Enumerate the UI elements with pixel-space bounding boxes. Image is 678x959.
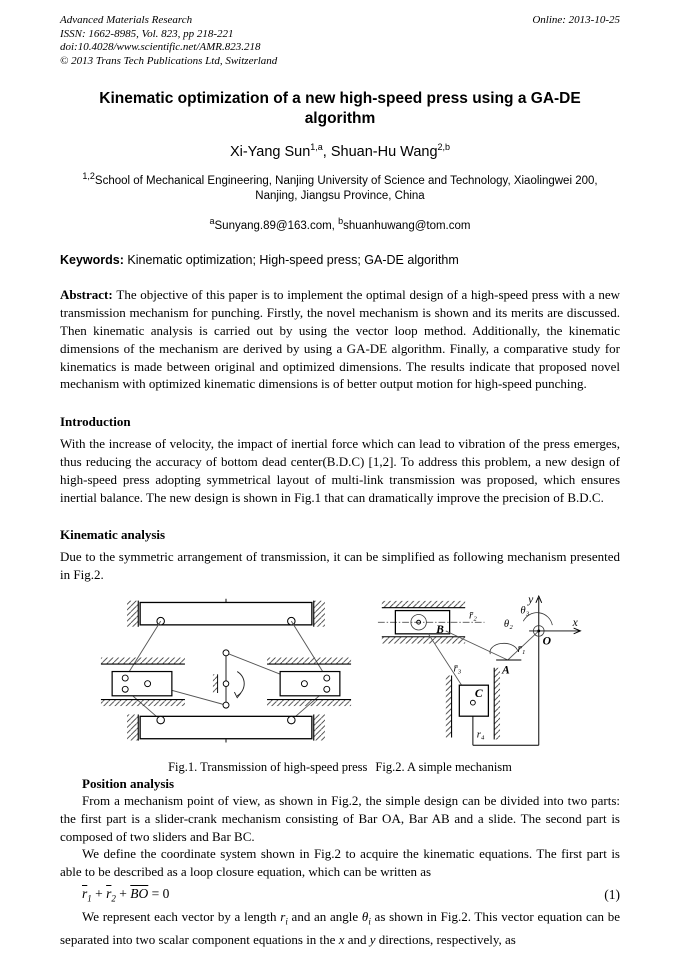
- fig2-label-point-b: B: [436, 622, 444, 636]
- p3-text-1: We represent each vector by a length: [82, 908, 281, 924]
- eq-r1-subscript: 1: [87, 893, 92, 904]
- affiliation-superscript: 1,2: [82, 170, 95, 181]
- figure-2-mechanism-diagram: [376, 592, 594, 759]
- equation-1-number: (1): [604, 886, 620, 902]
- fig2-label-origin: O: [542, 634, 552, 648]
- paper-title-line1: Kinematic optimization of a new high-speed press using a GA-DE: [99, 90, 581, 107]
- fig1-right-slider: [267, 658, 351, 707]
- abstract-label: Abstract:: [60, 287, 117, 303]
- email-a-address: Sunyang.89@163.com,: [214, 219, 339, 232]
- fig2-label-x-axis: x: [572, 616, 578, 630]
- online-date: Online: 2013-10-25: [532, 14, 620, 26]
- journal-name: Advanced Materials Research: [60, 14, 193, 26]
- keywords-text: Kinematic optimization; High-speed press; GA-DE algorithm: [127, 253, 459, 268]
- p3-var-r-subscript: i: [285, 916, 288, 927]
- figure-1-transmission-diagram: [86, 592, 366, 752]
- fig2-label-y-axis: y: [528, 592, 534, 606]
- position-analysis-paragraph-2: We define the coordinate system shown in Fig.2 to acquire the kinematic equations. The first part is able to be described as a loop closure equation, which can be written as: [60, 846, 620, 880]
- email-b-address: shuanhuwang@tom.com: [343, 219, 471, 232]
- eq-r2-subscript: 2: [111, 893, 116, 904]
- doi-line: doi:10.4028/www.scientific.net/AMR.823.218: [60, 41, 261, 53]
- email-b-superscript: b: [338, 215, 344, 226]
- figures-row: [60, 592, 620, 759]
- fig2-label-theta3: θ₃: [520, 605, 530, 617]
- p3-var-theta-subscript: i: [368, 916, 371, 927]
- p3-text-3: as shown in Fig.2. This vector equation can be separated into two scalar component equations in the: [60, 908, 620, 948]
- eq-vector-bo: $\overline{BO}$: [130, 886, 149, 902]
- keywords-label: Keywords:: [60, 253, 128, 268]
- fig1-bottom-slide: [127, 715, 325, 743]
- email-a-superscript: a: [209, 215, 215, 226]
- fig2-label-r3: r̄₃: [453, 663, 462, 675]
- authors-line: [60, 142, 620, 160]
- position-analysis-paragraph-1: From a mechanism point of view, as shown in Fig.2, the simple design can be divided into two parts: the first part is a slider-crank mechanism consisting of Bar OA, Bar AB and a slide. The second part is composed of two sliders and Bar BC.: [60, 793, 620, 844]
- affiliation-line: [60, 169, 620, 204]
- figure-1-caption: Fig.1. Transmission of high-speed press: [168, 760, 368, 775]
- section-heading-kinematic-analysis: Kinematic analysis: [60, 527, 166, 543]
- fig2-label-r4: r₄: [476, 729, 485, 741]
- equation-1: [60, 886, 169, 904]
- section-heading-introduction: Introduction: [60, 414, 131, 430]
- affiliation-text: School of Mechanical Engineering, Nanjing University of Science and Technology, Xiaolingwei 200, Nanjing, Jiangsu Province, China: [94, 174, 598, 202]
- introduction-paragraph: With the increase of velocity, the impact of inertial force which can lead to vibration of the press emerges, thus reducing the accuracy of bottom dead center(B.D.C) [1,2]. To address this problem, a new design of high-speed press adopting symmetrical layout of multi-link transmission was proposed, which ensures inertial balance. The new design is shown in Fig.1 that can dramatically improve the precision of B.D.C.: [60, 436, 620, 505]
- fig1-left-slider: [101, 658, 185, 707]
- abstract-text: The objective of this paper is to implement the optimal design of a high-speed press with a new transmission mechanism for punching. Firstly, the novel mechanism is shown and its merits are discussed. Then kinematic analysis is carried out by using the vector loop method. Additionally, the kinematic dimensions of the mechanism are derived by using a GA-DE algorithm. Finally, a comparative study for kinematics is made between original and optimized dimensions. The results indicate that proposed novel mechanism with optimized kinematic dimensions is of better output motion for high-speed punching.: [60, 287, 620, 392]
- kinematic-analysis-paragraph: Due to the symmetric arrangement of transmission, it can be simplified as following mechanism presented in Fig.2.: [60, 549, 620, 583]
- fig1-top-slide: [127, 599, 325, 627]
- fig2-label-point-c: C: [474, 686, 483, 700]
- p3-var-y: y: [369, 932, 376, 948]
- p3-text-2: and an angle: [287, 908, 362, 924]
- eq-vector-r2: $\overline{r}$: [106, 886, 112, 902]
- fig2-label-theta2: θ₂: [503, 619, 513, 631]
- author-2-superscript: 2,b: [437, 142, 451, 152]
- issn-volume-line: ISSN: 1662-8985, Vol. 823, pp 218-221: [60, 27, 234, 40]
- paper-title: [60, 89, 620, 129]
- figure-caption: [60, 760, 620, 775]
- subsection-heading-position-analysis: Position analysis: [82, 776, 175, 792]
- equation-1-row: [60, 886, 620, 904]
- abstract-paragraph: [60, 286, 620, 393]
- eq-rhs: = 0: [148, 886, 170, 902]
- p3-var-r: r: [280, 908, 286, 924]
- journal-header: [60, 14, 620, 68]
- fig2-label-r1: r̄₁: [517, 644, 526, 656]
- email-line: [60, 216, 620, 232]
- eq-plus-2: +: [115, 886, 131, 902]
- copyright-line: © 2013 Trans Tech Publications Ltd, Switzerland: [60, 54, 278, 67]
- author-1-superscript: 1,a: [310, 142, 323, 152]
- p3-text-4: and: [344, 932, 370, 948]
- fig2-label-r2: r̄₂: [469, 610, 477, 622]
- journal-header-left: [60, 14, 277, 68]
- position-analysis-paragraph-3: [60, 908, 620, 949]
- keywords-line: [60, 253, 620, 267]
- eq-vector-r1: $\overline{r}$: [82, 886, 88, 902]
- paper-title-line2: algorithm: [304, 110, 376, 127]
- p3-var-x: x: [338, 932, 345, 948]
- fig2-label-point-a: A: [501, 663, 510, 677]
- figure-2-caption: Fig.2. A simple mechanism: [375, 760, 512, 775]
- p3-text-5: directions, respectively, as: [375, 932, 516, 948]
- author-1-name: Xi-Yang Sun: [229, 143, 311, 160]
- authors-separator: ,: [322, 143, 331, 160]
- p3-var-theta: θ: [361, 908, 369, 924]
- eq-plus-1: +: [91, 886, 107, 902]
- author-2-name: Shuan-Hu Wang: [330, 143, 438, 160]
